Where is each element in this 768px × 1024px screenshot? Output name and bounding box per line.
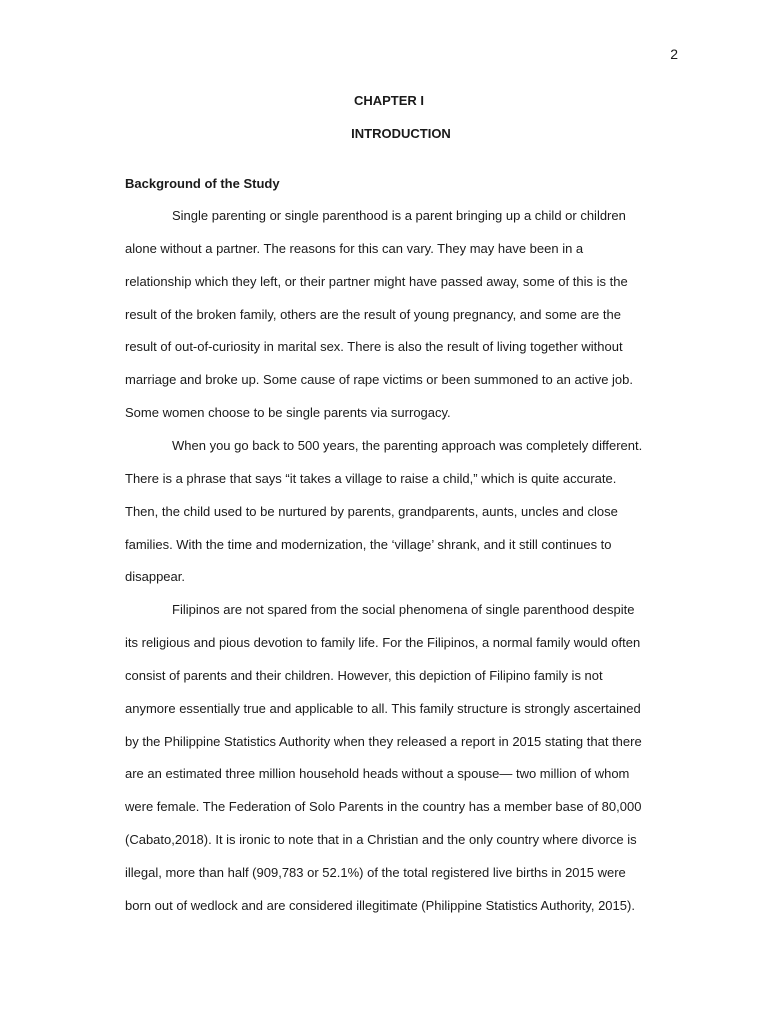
body-line: consist of parents and their children. However, this depiction of Filipino family is not bbox=[125, 667, 603, 683]
body-line: result of out-of-curiosity in marital sex. There is also the result of living together without bbox=[125, 339, 623, 355]
body-line: families. With the time and modernization, the ‘village’ shrank, and it still continues to bbox=[125, 536, 612, 552]
body-line: marriage and broke up. Some cause of rape victims or been summoned to an active job. bbox=[125, 372, 633, 388]
body-line: (Cabato,2018). It is ironic to note that in a Christian and the only country where divorce is bbox=[125, 832, 637, 848]
body-line: Some women choose to be single parents via surrogacy. bbox=[125, 405, 451, 421]
body-line: alone without a partner. The reasons for this can vary. They may have been in a bbox=[125, 240, 584, 256]
body-line: anymore essentially true and applicable to all. This family structure is strongly ascertained bbox=[125, 700, 641, 716]
body-line: its religious and pious devotion to family life. For the Filipinos, a normal family would often bbox=[125, 635, 641, 651]
body-line: Then, the child used to be nurtured by parents, grandparents, aunts, uncles and close bbox=[125, 503, 618, 519]
body-line: illegal, more than half (909,783 or 52.1%) of the total registered live births in 2015 were bbox=[125, 865, 626, 880]
chapter-subtitle: INTRODUCTION bbox=[351, 126, 451, 141]
body-line: There is a phrase that says “it takes a village to raise a child,” which is quite accurate. bbox=[125, 470, 617, 486]
body-line: Single parenting or single parenthood is a parent bringing up a child or children bbox=[172, 208, 626, 223]
body-line: relationship which they left, or their partner might have passed away, some of this is the bbox=[125, 273, 628, 289]
body-line: disappear. bbox=[125, 569, 185, 585]
body-line: were female. The Federation of Solo Parents in the country has a member base of 80,000 bbox=[125, 799, 642, 815]
chapter-title: CHAPTER I bbox=[353, 93, 425, 108]
section-heading: Background of the Study bbox=[125, 176, 280, 191]
body-line: When you go back to 500 years, the parenting approach was completely different. bbox=[172, 437, 643, 453]
body-line: are an estimated three million household heads without a spouse— two million of whom bbox=[125, 766, 630, 782]
page-number: 2 bbox=[670, 46, 678, 62]
body-line: result of the broken family, others are the result of young pregnancy, and some are the bbox=[125, 306, 621, 322]
body-line: born out of wedlock and are considered illegitimate (Philippine Statistics Authority, 2015). bbox=[125, 897, 635, 913]
body-line: by the Philippine Statistics Authority when they released a report in 2015 stating that there bbox=[125, 733, 642, 749]
body-line: Filipinos are not spared from the social phenomena of single parenthood despite bbox=[172, 602, 635, 618]
